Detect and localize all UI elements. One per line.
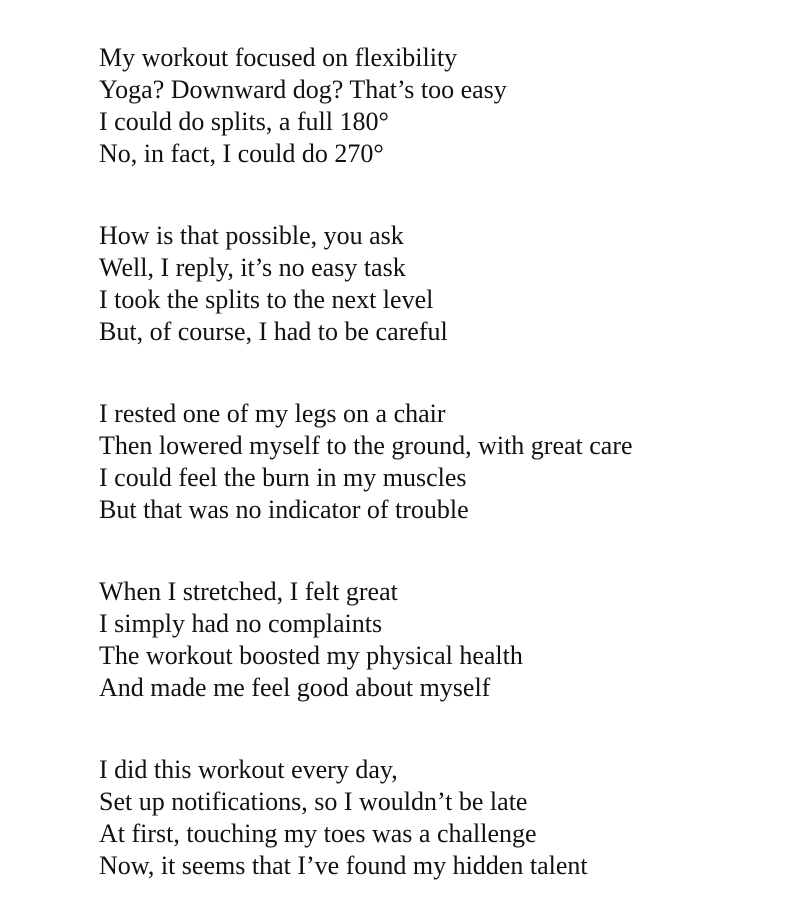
poem-line: Well, I reply, it’s no easy task	[99, 253, 406, 282]
poem-line: But that was no indicator of trouble	[99, 495, 469, 524]
poem-line: I took the splits to the next level	[99, 285, 434, 314]
poem-line: Now, it seems that I’ve found my hidden talent	[99, 851, 588, 880]
poem-line: Yoga? Downward dog? That’s too easy	[99, 75, 507, 104]
poem-line: When I stretched, I felt great	[99, 577, 398, 606]
poem-line: No, in fact, I could do 270°	[99, 139, 384, 168]
poem-line: How is that possible, you ask	[99, 221, 404, 250]
poem-line: I could feel the burn in my muscles	[99, 463, 467, 492]
poem-line: I did this workout every day,	[99, 755, 398, 784]
stanza-5	[99, 754, 779, 882]
poem-line: Then lowered myself to the ground, with great care	[99, 431, 633, 460]
poem-line: And made me feel good about myself	[99, 673, 491, 702]
stanza-2	[99, 220, 779, 348]
poem-line: At first, touching my toes was a challenge	[99, 819, 537, 848]
stanza-1	[99, 42, 779, 170]
poem-line: I simply had no complaints	[99, 609, 383, 638]
stanza-4	[99, 576, 779, 704]
poem-line: I could do splits, a full 180°	[99, 107, 389, 136]
poem-line: The workout boosted my physical health	[99, 641, 523, 670]
poem-line: My workout focused on flexibility	[99, 43, 458, 72]
poem-line: But, of course, I had to be careful	[99, 317, 448, 346]
poem-line: Set up notifications, so I wouldn’t be late	[99, 787, 528, 816]
poem	[99, 42, 779, 882]
poem-line: I rested one of my legs on a chair	[99, 399, 446, 428]
stanza-3	[99, 398, 779, 526]
